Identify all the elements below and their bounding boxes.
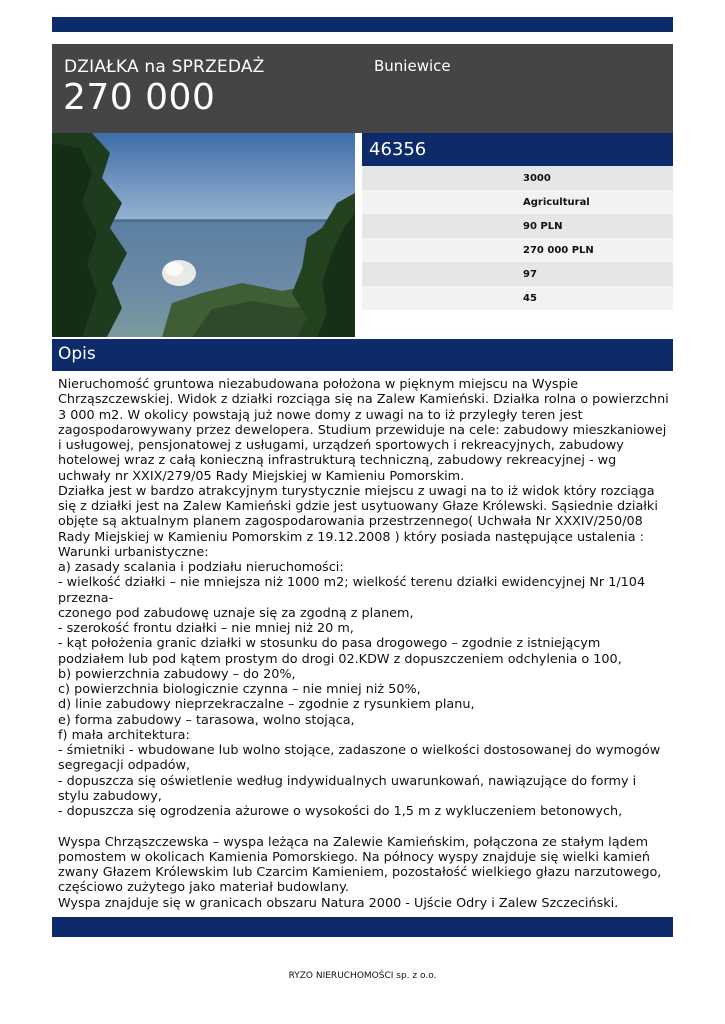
description-text [58,377,673,911]
details-value: 3000 [523,173,551,184]
details-row [362,214,673,238]
property-photo [52,133,355,337]
listing-id-bar [362,133,673,166]
details-row [362,238,673,262]
details-row [362,166,673,190]
description-paragraph: Działka jest w bardzo atrakcyjnym turystycznie miejscu z uwagi na to iż widok który rozciąga się z działki jest na Zalew Kamieński gdzie jest usytuowany Głaze Królewski. Sąsiednie działki objęte są aktualnym planem zagospodarowania przestrzennego( Uchwała Nr XXXIV/250/08 Rady Miejskiej w Kamieniu Pomorskim z 19.12.2008 ) który posiada następujące ustalenia : [58,483,662,545]
description-paragraph: d) linie zabudowy nieprzekraczalne – zgodnie z rysunkiem planu, [58,697,475,713]
details-list [362,166,673,310]
details-value: Agricultural [523,197,590,208]
bottom-banner-bar [52,917,673,937]
listing-header [52,44,673,133]
description-paragraph: Nieruchomość gruntowa niezabudowana położona w pięknym miejscu na Wyspie Chrząszczewskiej. Widok z działki rozciąga się na Zalew Kamieński. Działka rolna o powierzchni 3 000 m2. W okolicy powstają już nowe domy z uwagi na to iż przyległy teren jest zagospodarowywany przez dewelopera. Studium przewiduje na cele: zabudowy mieszkaniowej i usługowej, pensjonatowej z usługami, urządzeń sportowych i rekreacyjnych, zabudowy hotelowej wraz z całą konieczną infrastrukturą techniczną, zabudowy rekreacyjnej - wg uchwały nr XXIX/279/05 Rady Miejskiej w Kamieniu Pomorskim. [58,377,673,484]
details-value: 45 [523,293,537,304]
description-paragraph: Warunki urbanistyczne: [58,544,209,560]
description-paragraph: a) zasady scalania i podziału nieruchomości: [58,560,344,575]
footer-company: RYZO NIERUCHOMOŚCI sp. z o.o. [288,971,437,981]
description-paragraph: b) powierzchnia zabudowy – do 20%, [58,666,296,682]
description-paragraph: c) powierzchnia biologicznie czynna – nie mniej niż 50%, [58,682,421,697]
description-paragraph: Wyspa znajduje się w granicach obszaru Natura 2000 - Ujście Odry i Zalew Szczeciński. [58,895,619,911]
description-paragraph: - kąt położenia granic działki w stosunku do pasa drogowego – zgodnie z istniejącym podziałem lub pod kątem prostym do drogi 02.KDW z dopuszczeniem odchylenia o 100, [58,636,622,667]
description-heading: Opis [58,344,96,364]
details-value: 97 [523,269,537,280]
description-paragraph: czonego pod zabudowę uznaje się za zgodną z planem, [58,605,414,621]
description-paragraph: - dopuszcza się ogrodzenia ażurowe o wysokości do 1,5 m z wykluczeniem betonowych, [58,804,623,819]
description-paragraph: - śmietniki - wbudowane lub wolno stojące, zadaszone o wielkości dostosowanej do wymogów segregacji odpadów, [58,743,665,774]
description-paragraph: Wyspa Chrząszczewska – wyspa leżąca na Zalewie Kamieńskim, połączona ze stałym lądem pomostem w okolicach Kamienia Pomorskiego. Na północy wyspy znajduje się wielki kamień zwany Głazem Królewskim lub Czarcim Kamieniem, pozostałość wielkiego głazu narzutowego, częściowo zużytego jako materiał budowlany. [58,834,666,896]
description-paragraph: - wielkość działki – nie mniejsza niż 1000 m2; wielkość terenu działki ewidencyjnej Nr 1/104 przezna- [58,575,650,606]
description-paragraph: - szerokość frontu działki – nie mniej niż 20 m, [58,621,354,636]
description-paragraph: f) mała architektura: [58,727,190,743]
details-value: 90 PLN [523,221,563,232]
details-value: 270 000 PLN [523,245,594,256]
listing-id: 46356 [369,139,427,160]
details-row [362,286,673,310]
description-paragraph: - dopuszcza się oświetlenie według indywidualnych uwarunkowań, nawiązujące do formy i stylu zabudowy, [58,773,641,804]
details-row [362,190,673,214]
description-paragraph: e) forma zabudowy – tarasowa, wolno stojąca, [58,712,355,728]
offer-price: 270 000 [63,77,216,118]
description-heading-bar [52,339,673,371]
offer-location: Buniewice [374,57,451,75]
offer-type: DZIAŁKA na SPRZEDAŻ [64,57,265,77]
details-row [362,262,673,286]
description-paragraph [58,819,670,834]
top-banner-bar [52,17,673,32]
